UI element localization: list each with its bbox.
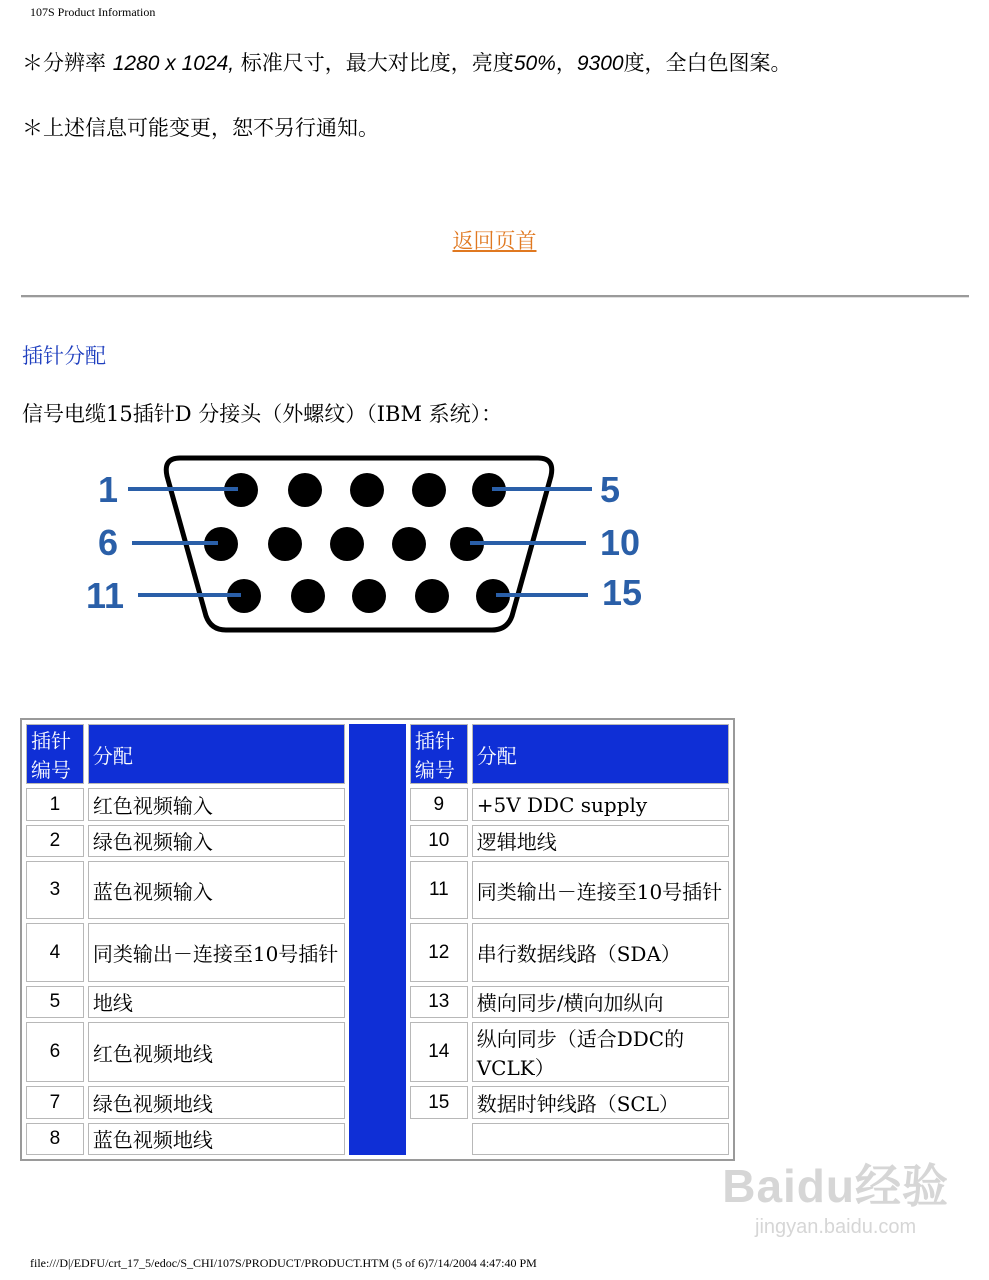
- pin-cell: 6: [26, 1022, 84, 1082]
- pin-cell: 7: [26, 1086, 84, 1118]
- pin-cell: 9: [410, 788, 468, 820]
- page-header: 107S Product Information: [30, 5, 156, 19]
- pin-12: [291, 579, 325, 613]
- pin-cell: 4: [26, 923, 84, 981]
- pin-cell: 2: [26, 825, 84, 857]
- pin-cell: 3: [26, 861, 84, 919]
- empty-cell: [410, 1123, 468, 1155]
- divider: [21, 295, 969, 298]
- cable-description: 信号电缆15插针D 分接头（外螺纹）（IBM 系统）：: [22, 402, 503, 426]
- label-pin-11: 11: [86, 575, 125, 616]
- note-prefix: ＊分辨率: [22, 51, 113, 75]
- empty-assign-cell: [472, 1123, 729, 1155]
- label-pin-6: 6: [98, 522, 119, 563]
- header-pin-number: 插针编号: [26, 724, 84, 784]
- label-pin-1: 1: [98, 469, 119, 510]
- baidu-watermark: [722, 1150, 949, 1239]
- table-header-row: [26, 724, 729, 784]
- assign-cell: 绿色视频地线: [88, 1086, 345, 1118]
- header-pin-number-right: 插针编号: [410, 724, 468, 784]
- pin-9: [392, 527, 426, 561]
- resolution-note: [22, 47, 792, 77]
- pin-3: [350, 473, 384, 507]
- change-notice: ＊上述信息可能变更，恕不另行通知。: [22, 116, 379, 140]
- vga-connector-diagram: [0, 440, 700, 650]
- pin-assignment-table: [20, 718, 735, 1161]
- watermark-sub: jingyan.baidu.com: [755, 1216, 917, 1238]
- assign-cell: 红色视频输入: [88, 788, 345, 820]
- pin-cell: 13: [410, 986, 468, 1018]
- header-assignment-right: 分配: [472, 724, 729, 784]
- assign-cell: 同类输出－连接至10号插针: [88, 923, 345, 981]
- assign-cell: 纵向同步（适合DDC的VCLK）: [472, 1022, 729, 1082]
- back-to-top-link[interactable]: 返回页首: [452, 229, 537, 253]
- assign-cell: 数据时钟线路（SCL）: [472, 1086, 729, 1118]
- label-pin-10: 10: [600, 522, 641, 563]
- assign-cell: 地线: [88, 986, 345, 1018]
- page-footer: file:///D|/EDFU/crt_17_5/edoc/S_CHI/107S/PRODUCT/PRODUCT.HTM (5 of 6)7/14/2004 4:47:40 PM: [30, 1256, 537, 1270]
- assign-cell: 蓝色视频输入: [88, 861, 345, 919]
- label-pin-5: 5: [600, 469, 621, 510]
- pin-7: [268, 527, 302, 561]
- pin-cell: 15: [410, 1086, 468, 1118]
- pin-cell: 12: [410, 923, 468, 981]
- pin-cell: 1: [26, 788, 84, 820]
- note-middle: 标准尺寸，最大对比度，亮度: [234, 51, 514, 75]
- note-suffix: 度，全白色图案。: [623, 51, 792, 75]
- assign-cell: 绿色视频输入: [88, 825, 345, 857]
- assign-cell: 串行数据线路（SDA）: [472, 923, 729, 981]
- back-to-top: [0, 225, 989, 255]
- pin-14: [415, 579, 449, 613]
- pin-8: [330, 527, 364, 561]
- note-brightness: 50%: [513, 52, 556, 75]
- assign-cell: +5V DDC supply: [472, 788, 729, 820]
- assign-cell: 横向同步/横向加纵向: [472, 986, 729, 1018]
- pin-cell: 14: [410, 1022, 468, 1082]
- pin-cell: 8: [26, 1123, 84, 1155]
- pin-13: [352, 579, 386, 613]
- header-assignment: 分配: [88, 724, 345, 784]
- note-resolution: 1280 x 1024,: [112, 52, 235, 75]
- pin-cell: 11: [410, 861, 468, 919]
- label-pin-15: 15: [602, 572, 643, 613]
- note-separator: ，: [555, 51, 577, 75]
- pin-4: [412, 473, 446, 507]
- assign-cell: 红色视频地线: [88, 1022, 345, 1082]
- section-title: 插针分配: [22, 344, 106, 368]
- assign-cell: 同类输出－连接至10号插针: [472, 861, 729, 919]
- table-divider: [349, 724, 406, 1155]
- pin-cell: 10: [410, 825, 468, 857]
- assign-cell: 逻辑地线: [472, 825, 729, 857]
- watermark-main: Baidu经验: [722, 1160, 949, 1212]
- assign-cell: 蓝色视频地线: [88, 1123, 345, 1155]
- pin-cell: 5: [26, 986, 84, 1018]
- note-temperature: 9300: [576, 52, 624, 75]
- pin-2: [288, 473, 322, 507]
